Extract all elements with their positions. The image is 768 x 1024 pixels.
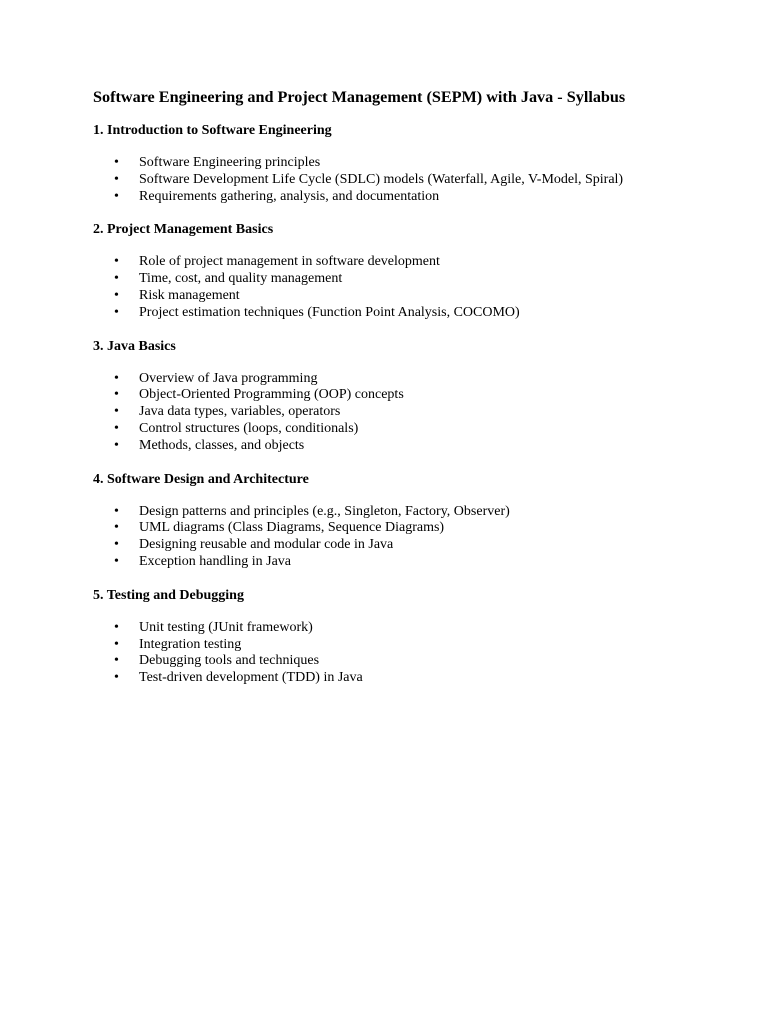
bullet-icon: • [114, 537, 119, 553]
section-heading: 1. Introduction to Software Engineering [93, 123, 332, 138]
bullet-list [93, 254, 693, 321]
list-item-text: Integration testing [139, 636, 242, 652]
list-item [114, 437, 639, 455]
bullet-icon: • [114, 271, 119, 287]
bullet-icon: • [114, 420, 119, 436]
section-4 [93, 471, 693, 571]
bullet-icon: • [114, 636, 119, 652]
bullet-icon: • [114, 304, 119, 320]
bullet-icon: • [114, 520, 119, 536]
list-item-text: Debugging tools and techniques [139, 653, 320, 669]
list-item-text: Time, cost, and quality management [139, 271, 343, 287]
list-item [114, 370, 639, 388]
list-item-text: Object-Oriented Programming (OOP) concepts [139, 387, 404, 403]
list-item [114, 171, 639, 189]
list-item-text: UML diagrams (Class Diagrams, Sequence Diagrams) [139, 520, 445, 536]
list-item [114, 636, 639, 654]
bullet-list [93, 371, 693, 455]
list-item [114, 420, 639, 438]
list-item [114, 271, 639, 288]
bullet-icon: • [114, 437, 119, 453]
section-3 [93, 338, 693, 455]
section-2 [93, 221, 693, 321]
list-item [114, 304, 639, 322]
bullet-icon: • [114, 370, 119, 386]
bullet-icon: • [114, 553, 119, 569]
list-item-text: Risk management [139, 287, 240, 303]
bullet-icon: • [114, 503, 119, 519]
list-item-text: Design patterns and principles (e.g., Singleton, Factory, Observer) [139, 503, 510, 519]
section-heading: 5. Testing and Debugging [93, 587, 244, 603]
list-item-text: Overview of Java programming [139, 370, 318, 386]
list-item [114, 254, 639, 271]
list-item [114, 653, 639, 670]
bullet-icon: • [114, 653, 119, 669]
section-heading: 3. Java Basics [93, 338, 176, 354]
bullet-icon: • [114, 619, 119, 635]
bullet-icon: • [114, 188, 119, 204]
bullet-icon: • [114, 287, 119, 303]
list-item [114, 553, 639, 571]
document-page [93, 86, 693, 703]
bullet-list [93, 504, 693, 571]
document-title: Software Engineering and Project Management (SEPM) with Java - Syllabus [93, 88, 626, 106]
list-item-text: Designing reusable and modular code in Java [139, 537, 394, 553]
bullet-list [93, 155, 693, 205]
list-item [114, 404, 639, 421]
bullet-icon: • [114, 387, 119, 403]
bullet-icon: • [114, 670, 119, 686]
section-5 [93, 587, 693, 687]
list-item-text: Role of project management in software development [139, 254, 440, 270]
list-item [114, 670, 639, 687]
bullet-icon: • [114, 155, 119, 170]
section-heading: 4. Software Design and Architecture [93, 471, 309, 487]
list-item [114, 188, 639, 206]
bullet-list [93, 620, 693, 687]
list-item [114, 520, 639, 537]
bullet-icon: • [114, 404, 119, 420]
list-item-text: Java data types, variables, operators [139, 404, 341, 420]
list-item [114, 503, 639, 521]
list-item [114, 287, 639, 305]
list-item [114, 387, 639, 404]
list-item-text: Software Engineering principles [139, 155, 321, 170]
list-item-text: Unit testing (JUnit framework) [139, 619, 313, 635]
bullet-icon: • [114, 171, 119, 187]
section-heading: 2. Project Management Basics [93, 222, 274, 238]
list-item [114, 619, 639, 637]
bullet-icon: • [114, 254, 119, 270]
list-item-text: Test-driven development (TDD) in Java [139, 670, 363, 686]
list-item [114, 537, 639, 554]
section-1 [93, 122, 693, 205]
list-item-text: Methods, classes, and objects [139, 437, 305, 453]
list-item-text: Requirements gathering, analysis, and documentation [139, 188, 440, 204]
list-item-text: Exception handling in Java [139, 553, 292, 569]
list-item-text: Software Development Life Cycle (SDLC) models (Waterfall, Agile, V-Model, Spiral) [139, 171, 624, 187]
list-item-text: Project estimation techniques (Function Point Analysis, COCOMO) [139, 304, 520, 320]
list-item-text: Control structures (loops, conditionals) [139, 420, 359, 436]
list-item [114, 155, 639, 172]
